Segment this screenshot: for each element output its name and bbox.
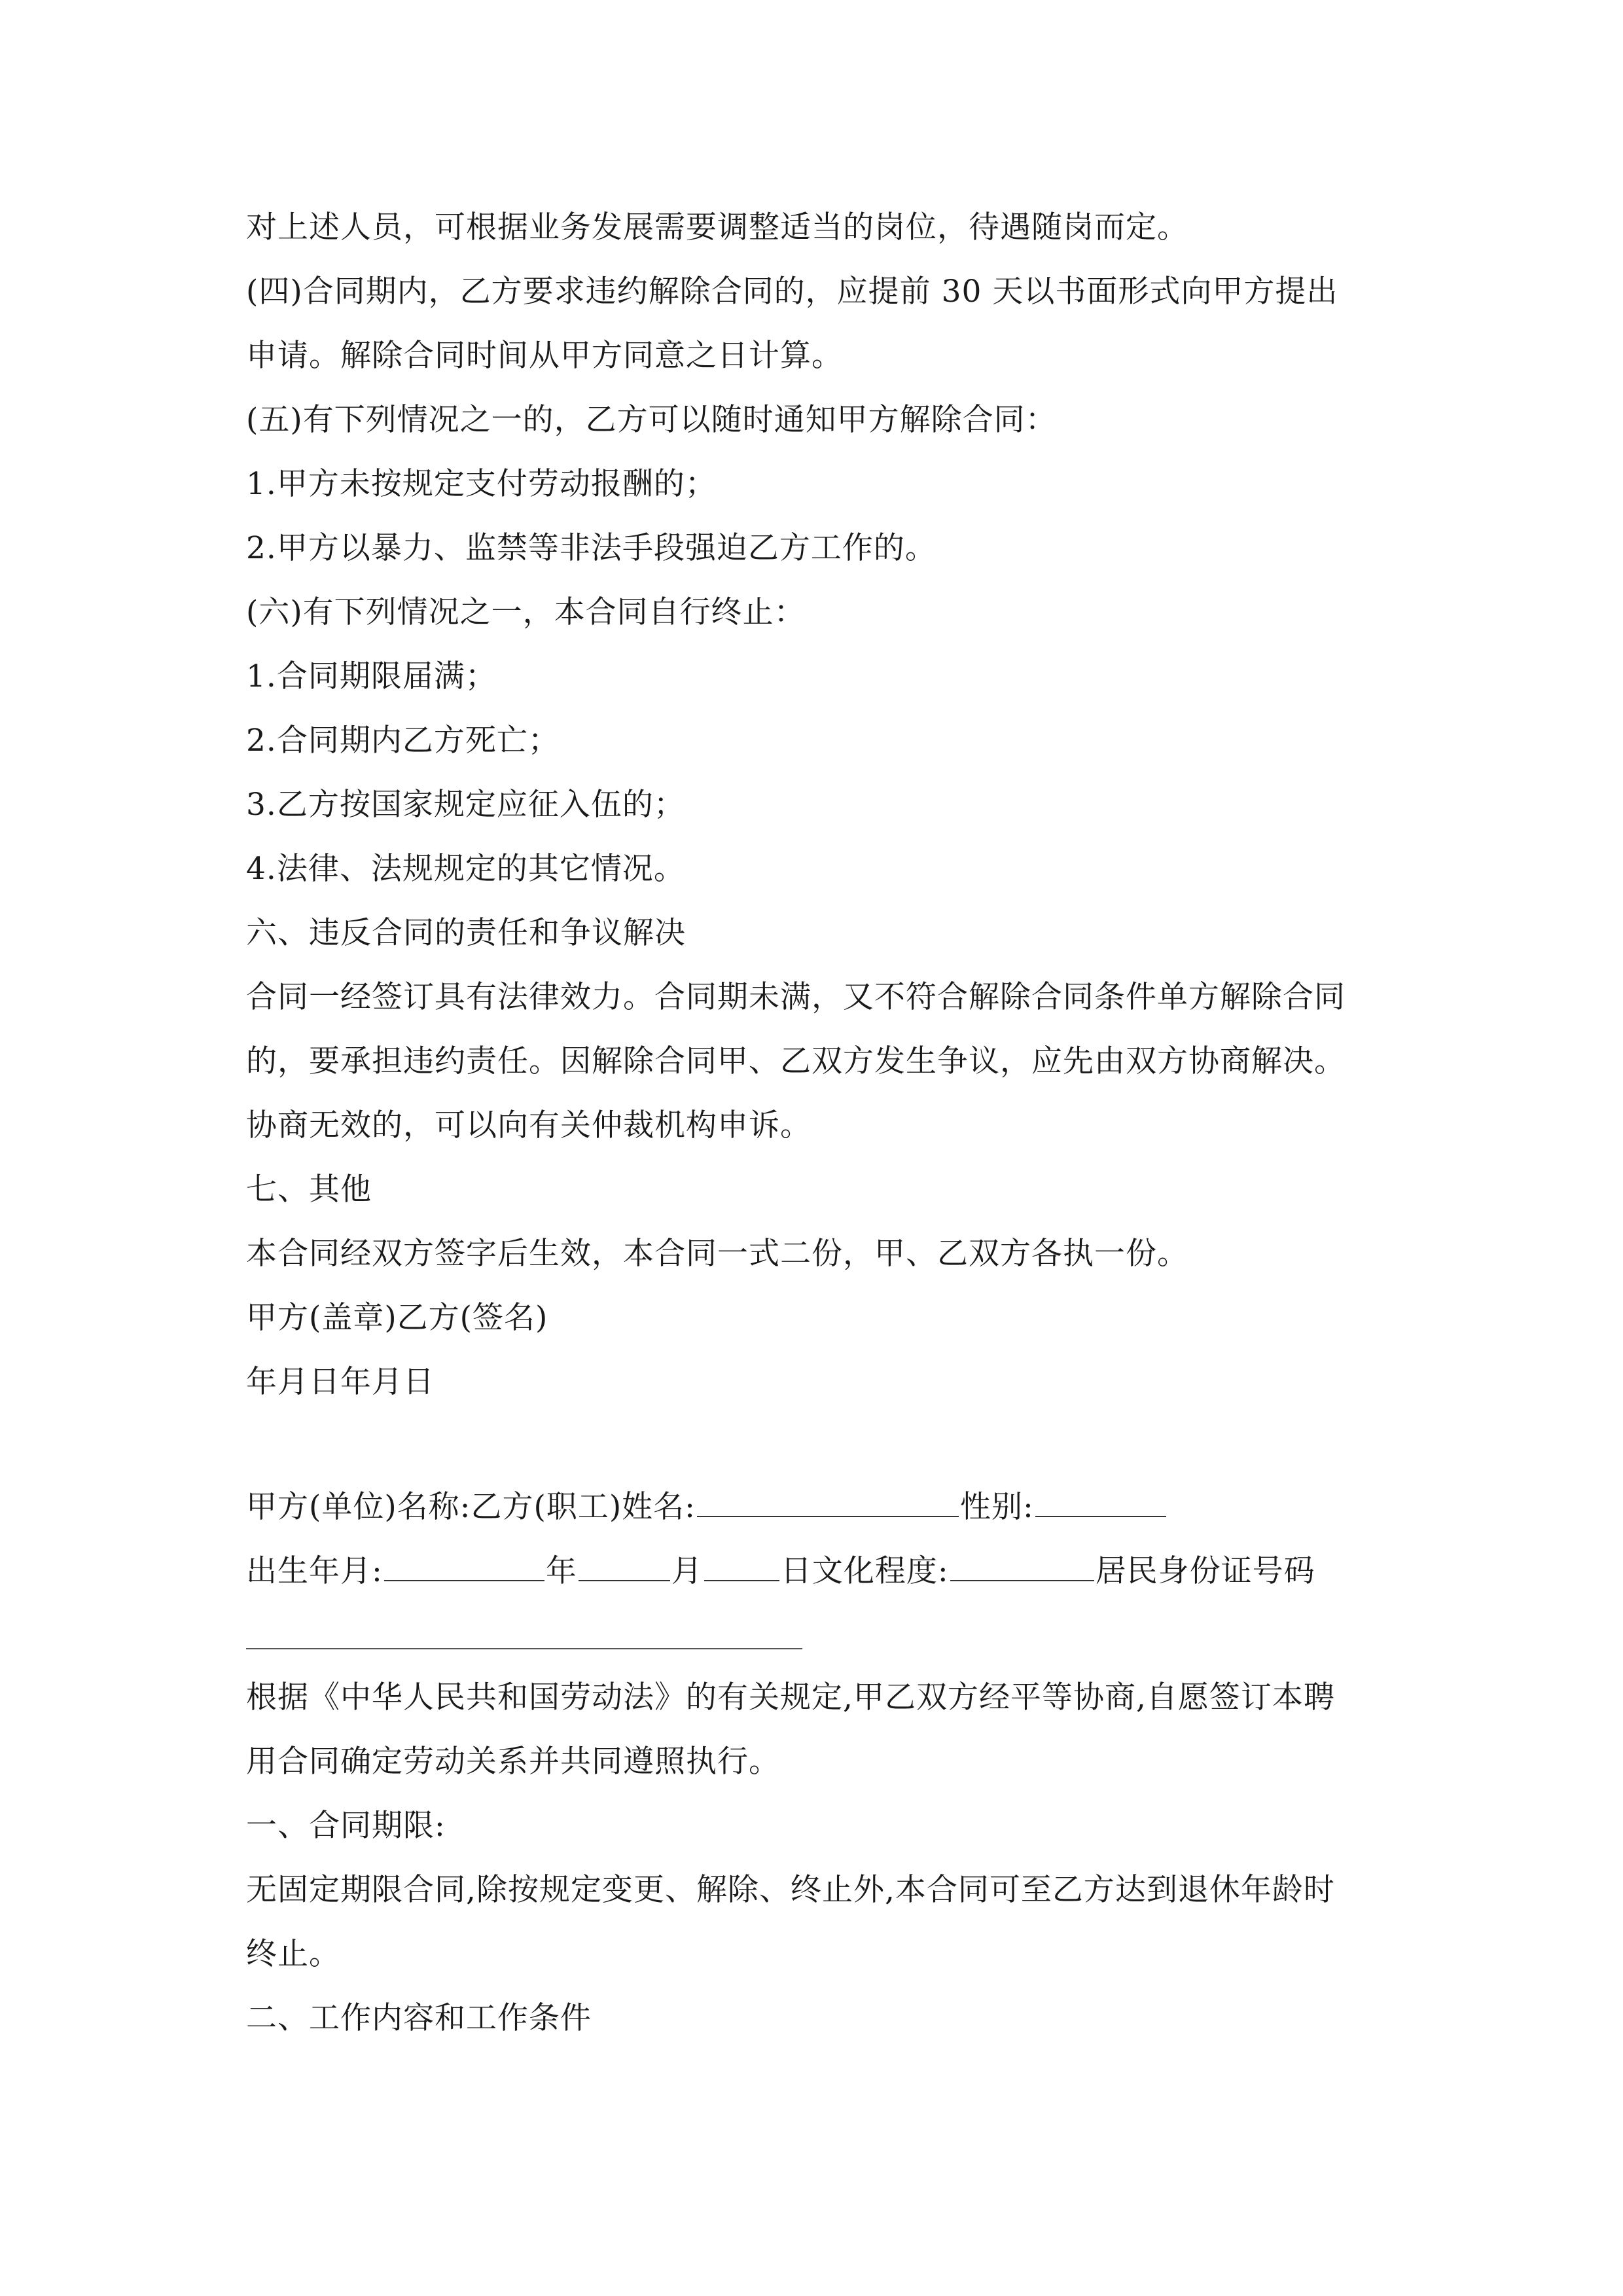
birth-label: 出生年月: [246, 1553, 383, 1589]
id-number-label: 居民身份证号码 [1095, 1553, 1315, 1589]
section-heading: 六、违反合同的责任和争议解决 [246, 915, 686, 951]
form-row-names [246, 1484, 1168, 1527]
birth-month-field[interactable] [579, 1549, 670, 1581]
section-heading: 七、其他 [246, 1172, 372, 1208]
list-item: 1.合同期限届满； [246, 658, 497, 694]
list-item: 3.乙方按国家规定应征入伍的； [246, 787, 685, 823]
list-item: 2.合同期内乙方死亡； [246, 723, 560, 759]
gender-label: 性别: [960, 1489, 1034, 1525]
contract-preamble: 根据《中华人民共和国劳动法》的有关规定,甲乙双方经平等协商,自愿签订本聘 [246, 1679, 1335, 1715]
clause-5-heading: (五)有下列情况之一的，乙方可以随时通知甲方解除合同： [246, 402, 1057, 438]
paragraph-line: 协商无效的，可以向有关仲裁机构申诉。 [246, 1107, 812, 1143]
birth-year-field[interactable] [384, 1549, 544, 1581]
name-field[interactable] [697, 1484, 959, 1517]
clause-4-line: (四)合同期内，乙方要求违约解除合同的，应提前 30 天以书面形式向甲方提出 [246, 274, 1338, 310]
education-label: 日文化程度: [780, 1553, 949, 1589]
section-heading: 二、工作内容和工作条件 [246, 2000, 592, 2036]
id-number-field[interactable] [246, 1648, 802, 1649]
paragraph-line: 终止。 [246, 1936, 340, 1972]
paragraph-line: 对上述人员，可根据业务发展需要调整适当的岗位，待遇随岗而定。 [246, 209, 1188, 245]
education-field[interactable] [950, 1549, 1094, 1581]
form-row-birth [246, 1549, 1315, 1591]
month-label: 月 [671, 1553, 703, 1589]
list-item: 2.甲方以暴力、监禁等非法手段强迫乙方工作的。 [246, 530, 936, 566]
list-item: 4.法律、法规规定的其它情况。 [246, 851, 685, 887]
birth-day-field[interactable] [704, 1549, 779, 1581]
paragraph-line: 的，要承担违约责任。因解除合同甲、乙双方发生争议，应先由双方协商解决。 [246, 1043, 1346, 1079]
paragraph-line: 合同一经签订具有法律效力。合同期未满，又不符合解除合同条件单方解除合同 [246, 979, 1346, 1015]
year-label: 年 [545, 1553, 577, 1589]
clause-6-heading: (六)有下列情况之一，本合同自行终止： [246, 594, 806, 630]
paragraph-line: 无固定期限合同,除按规定变更、解除、终止外,本合同可至乙方达到退休年龄时 [246, 1872, 1335, 1908]
clause-4-line: 申请。解除合同时间从甲方同意之日计算。 [246, 338, 843, 374]
section-heading: 一、合同期限: [246, 1808, 446, 1844]
list-item: 1.甲方未按规定支付劳动报酬的； [246, 466, 717, 502]
contract-preamble: 用合同确定劳动关系并共同遵照执行。 [246, 1744, 780, 1780]
date-line: 年月日年月日 [246, 1364, 435, 1400]
signature-line: 甲方(盖章)乙方(签名) [246, 1300, 548, 1336]
party-names-label: 甲方(单位)名称:乙方(职工)姓名: [246, 1489, 696, 1525]
paragraph-line: 本合同经双方签字后生效，本合同一式二份，甲、乙双方各执一份。 [246, 1236, 1188, 1272]
gender-field[interactable] [1035, 1484, 1166, 1517]
